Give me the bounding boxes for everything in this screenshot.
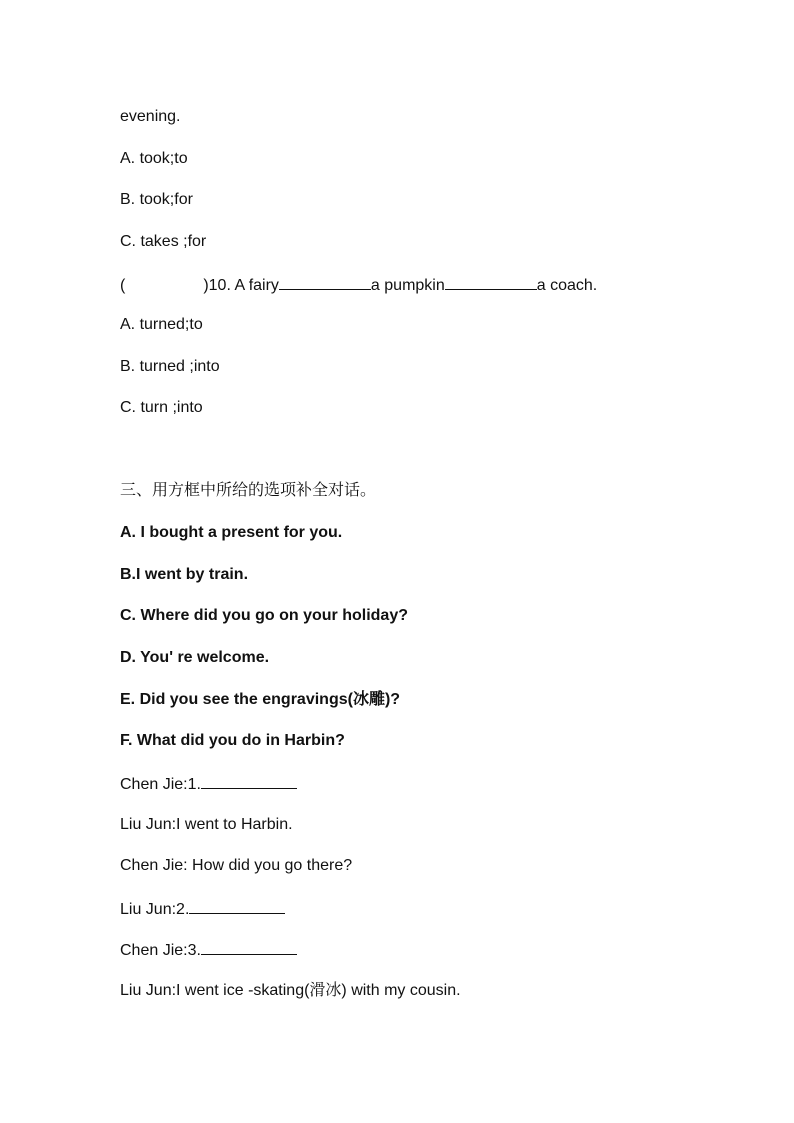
choice-a: A. I bought a present for you. [120, 524, 343, 541]
fill-blank-3[interactable] [201, 939, 297, 955]
q9-option-a: A. took;to [120, 150, 188, 167]
dialogue-text: Liu Jun:2. [120, 901, 190, 918]
question-10-middle: a pumpkin [370, 277, 445, 294]
section-3-heading: 三、用方框中所给的选项补全对话。 [120, 482, 377, 499]
q9-option-c: C. takes ;for [120, 233, 207, 250]
choice-c: C. Where did you go on your holiday? [120, 607, 408, 624]
fill-blank-2[interactable] [189, 898, 285, 914]
dialogue-text: Chen Jie:1. [120, 776, 201, 793]
dialogue-line-6: Liu Jun:I went ice -skating(滑冰) with my cousin. [120, 982, 461, 999]
question-9-continuation: evening. [120, 108, 181, 125]
q10-option-a: A. turned;to [120, 316, 203, 333]
choice-b: B.I went by train. [120, 566, 249, 583]
dialogue-line-3: Chen Jie: How did you go there? [120, 857, 353, 874]
question-10-end: a coach. [536, 277, 598, 294]
question-10-start: )10. A fairy [203, 277, 279, 294]
fill-blank[interactable] [445, 274, 537, 290]
choice-e: E. Did you see the engravings(冰雕)? [120, 691, 401, 708]
fill-blank[interactable] [279, 274, 371, 290]
answer-paren-open: ( [120, 277, 126, 294]
fill-blank-1[interactable] [201, 773, 297, 789]
choice-d: D. You' re welcome. [120, 649, 270, 666]
choice-f: F. What did you do in Harbin? [120, 732, 345, 749]
dialogue-line-4 [120, 898, 285, 920]
q10-option-b: B. turned ;into [120, 358, 220, 375]
dialogue-line-5 [120, 939, 297, 961]
dialogue-line-2: Liu Jun:I went to Harbin. [120, 816, 293, 833]
dialogue-line-1 [120, 773, 297, 795]
q9-option-b: B. took;for [120, 191, 193, 208]
question-10 [120, 274, 597, 296]
q10-option-c: C. turn ;into [120, 399, 203, 416]
dialogue-text: Chen Jie:3. [120, 942, 201, 959]
